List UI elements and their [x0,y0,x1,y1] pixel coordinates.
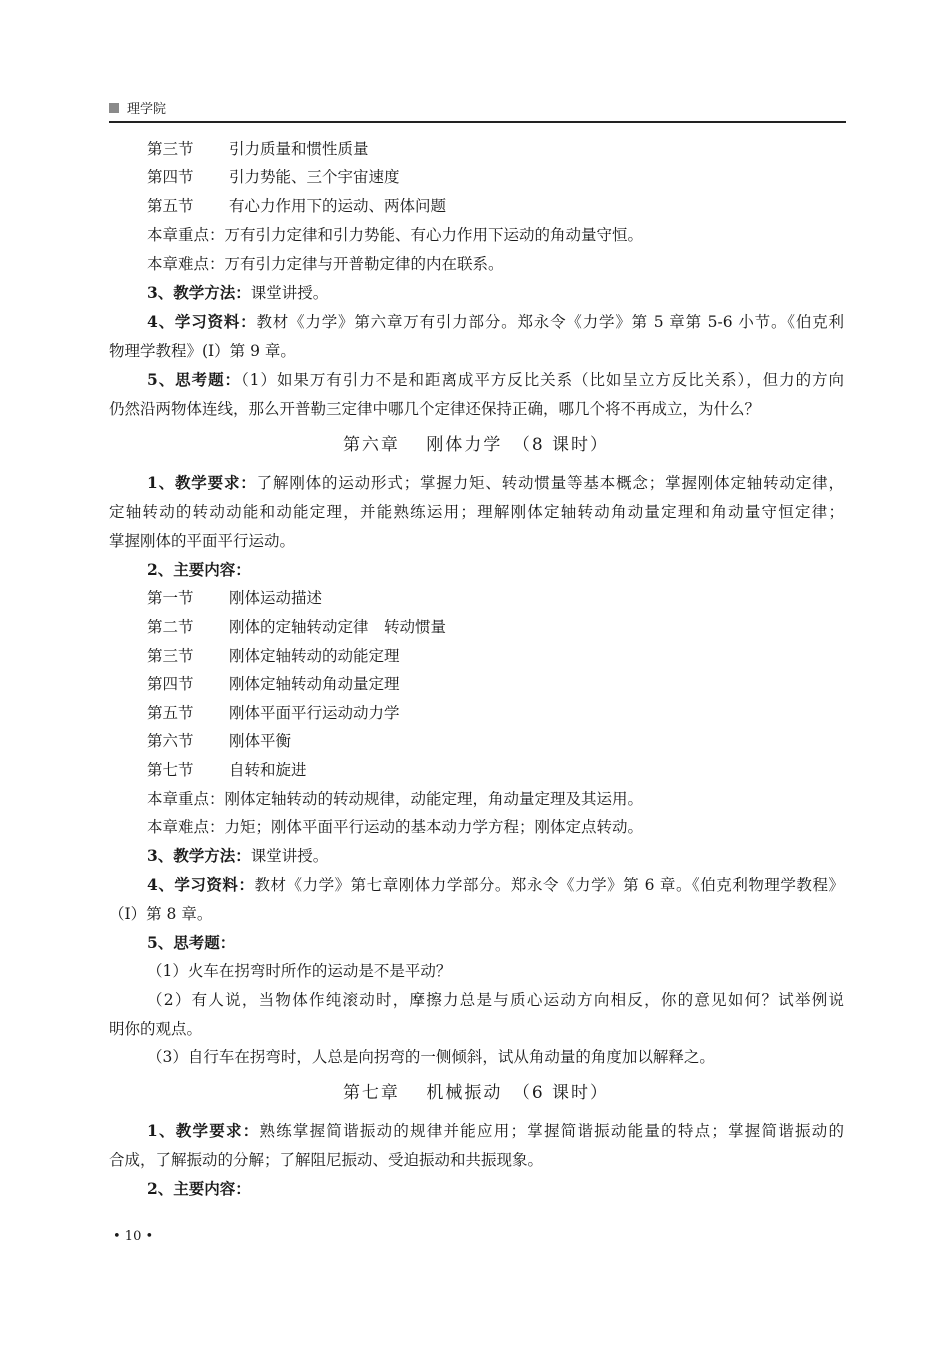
header-rule [109,121,846,123]
ch5-section-3: 第三节 引力质量和惯性质量 [147,140,369,158]
ch6-difficulties: 本章难点：力矩；刚体平面平行运动的基本动力学方程；刚体定点转动。 [147,818,644,836]
ch6-requirement-line3: 掌握刚体的平面平行运动。 [109,532,296,550]
ch5-section-4: 第四节 引力势能、三个宇宙速度 [147,168,400,186]
ch6-reference-line2: （I）第 8 章。 [109,905,213,923]
ch6-requirement-line2: 定轴转动的转动动能和动能定理，并能熟练运用；理解刚体定轴转动角动量定理和角动量守恒定律； [109,503,844,521]
chapter-6-title: 第六章 刚体力学 （8 课时） [342,435,610,455]
header-text: 理学院 [127,102,167,117]
ch6-question-label: 5、思考题： [147,933,236,952]
ch5-difficulties: 本章难点：万有引力定律与开普勒定律的内在联系。 [147,255,504,273]
ch5-key-points: 本章重点：万有引力定律和引力势能、有心力作用下运动的角动量守恒。 [147,226,644,244]
ch6-section-6: 第六节 刚体平衡 [147,732,292,750]
running-header [109,98,166,117]
ch6-question-2-line2: 明你的观点。 [109,1020,203,1038]
page-number: • 10 • [113,1229,154,1244]
ch5-reference-line2: 物理学教程》(I）第 9 章。 [109,342,296,360]
ch5-reference-line1: 4、学习资料：教材《力学》第六章万有引力部分。郑永令《力学》第 5 章第 5-6 小节。《伯克利 [147,312,844,331]
ch7-requirement-line1: 1、教学要求：熟练掌握简谐振动的规律并能应用；掌握简谐振动能量的特点；掌握简谐振动的 [147,1121,844,1140]
ch5-question-line1: 5、思考题：（1）如果万有引力不是和距离成平方反比关系（比如呈立方反比关系），但力的方向 [147,370,844,389]
ch6-section-5: 第五节 刚体平面平行运动动力学 [147,704,400,722]
ch5-method: 3、教学方法：课堂讲授。 [147,283,329,302]
ch6-reference-line1: 4、学习资料：教材《力学》第七章刚体力学部分。郑永令《力学》第 6 章。《伯克利物理学教程》 [147,875,844,894]
ch6-key-points: 本章重点：刚体定轴转动的转动规律，动能定理，角动量定理及其运用。 [147,790,644,808]
square-bullet-icon [109,103,119,113]
ch6-question-2-line1: （2）有人说，当物体作纯滚动时，摩擦力总是与质心运动方向相反，你的意见如何？试举例说 [147,991,844,1009]
ch6-section-1: 第一节 刚体运动描述 [147,589,323,607]
ch6-requirement-line1: 1、教学要求：了解刚体的运动形式；掌握力矩、转动惯量等基本概念；掌握刚体定轴转动定律， [147,473,844,492]
ch6-section-4: 第四节 刚体定轴转动角动量定理 [147,675,400,693]
ch5-question-line2: 仍然沿两物体连线，那么开普勒三定律中哪几个定律还保持正确，哪几个将不再成立，为什么？ [109,400,761,418]
chapter-7-title: 第七章 机械振动 （6 课时） [342,1083,610,1103]
ch6-method: 3、教学方法：课堂讲授。 [147,846,329,865]
ch5-section-5: 第五节 有心力作用下的运动、两体问题 [147,197,447,215]
ch6-section-3: 第三节 刚体定轴转动的动能定理 [147,647,400,665]
ch7-requirement-line2: 合成，了解振动的分解；了解阻尼振动、受迫振动和共振现象。 [109,1151,544,1169]
ch6-section-7: 第七节 自转和旋进 [147,761,307,779]
ch6-question-3: （3）自行车在拐弯时，人总是向拐弯的一侧倾斜，试从角动量的角度加以解释之。 [147,1048,715,1066]
ch6-question-1: （1）火车在拐弯时所作的运动是不是平动？ [147,962,452,980]
ch7-content-label: 2、主要内容： [147,1179,251,1198]
ch6-section-2: 第二节 刚体的定轴转动定律 转动惯量 [147,618,447,636]
ch6-content-label: 2、主要内容： [147,560,251,579]
